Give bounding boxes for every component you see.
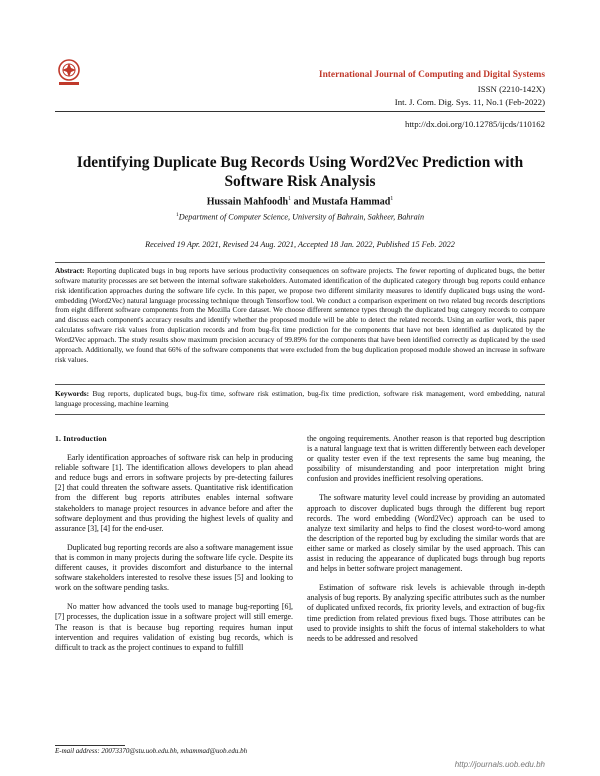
affiliation-text: Department of Computer Science, University of Bahrain, Sakheer, Bahrain [178,212,425,222]
paragraph: Estimation of software risk levels is achievable through in-depth analysis of bug reports. By analyzing specific attributes such as the number of duplicated unfixed records, fix priority levels, and extraction of bug-fix time prediction from related previous fixed bugs. Those attributes can be used to provide insights to shift the focus of internal stakeholders to what needs to be addressed and resolved [307,583,545,643]
section-heading: 1. Introduction [55,434,107,443]
author-1: Hussain Mahfoodh [206,196,289,208]
paragraph: Early identification approaches of software risk can help in producing reliable software [1]. The identification allows developers to plan ahead and reduce bugs and errors in software projects by pre-detecting failures [2] that could threaten the software assets. Quantitative risk identification from the different bug reports attributes enables internal software stakeholders to manage project resources in advance before and after the software deployment and thus providing the highest levels of quality and assurance [3], [4] for the end-user. [55,453,293,533]
journal-logo-icon [56,58,82,88]
left-column [55,434,293,662]
abstract-bottom-divider [55,384,545,385]
publication-dates: Received 19 Apr. 2021, Revised 24 Aug. 2021, Accepted 18 Jan. 2022, Published 15 Feb. 2022 [145,240,455,249]
footnote-divider [55,745,125,746]
right-column [307,434,545,653]
keywords [55,389,545,409]
abstract-label: Abstract: [55,266,85,275]
paragraph: Duplicated bug reporting records are also a software management issue that is common in many projects during the software life cycle. Despite its different causes, it provides discomfort and disturbance to the internal software stakeholders interested to resolve these issues [5] and looking to work on the software pending tasks. [55,542,293,593]
header-divider [55,111,545,112]
author-2: Mustafa Hammad [312,196,391,208]
paragraph: the ongoing requirements. Another reason is that reported bug description is a natural language text that is written differently between each developer or quality tester even if the text represents the same bug meaning, the possibility of misunderstanding and poor interpretation might bring confusion and provides inefficient resolving operations. [307,434,545,484]
paragraph: The software maturity level could increase by providing an automated approach to discover duplicated bugs through the different bug report records. The word embedding (Word2Vec) approach can be used to analyze text similarity and helps to find the closest word-to-word among the description of the reported bug by excluding the similar words that are either same or marked as closely similar by the used approach. This can assist in reducing the appearance of duplicated bugs through bug reports and helps in better software project management. [307,493,545,574]
paragraph: No matter how advanced the tools used to manage bug-reporting [6], [7] processes, the duplication issue in a software project will still emerge. The reason is that is because bug reporting requires human input intervention and requires validation of existing bug records, which is difficult to track as the project continues to expand to fulfill [55,602,293,652]
doi-link[interactable]: http://dx.doi.org/10.12785/ijcds/110162 [404,119,545,129]
keywords-text: Bug reports, duplicated bugs, bug-fix time, software risk estimation, bug-fix time prediction, software risk management, word embedding, natural language processing, machine learning [55,389,546,408]
author-conjunction: and [293,196,310,208]
email-addresses[interactable]: E-mail address: 20073370@stu.uob.edu.bh, mhammad@uob.edu.bh [55,747,248,755]
paper-title: Identifying Duplicate Bug Records Using Word2Vec Prediction with Software Risk Analysis [76,154,524,190]
author-1-affiliation-mark: 1 [288,196,292,202]
journal-name: International Journal of Computing and Digital Systems [318,70,545,80]
keywords-bottom-divider [55,414,545,415]
affiliation [50,212,550,222]
citation: Int. J. Com. Dig. Sys. 11, No.1 (Feb-2022) [394,97,545,107]
abstract-top-divider [55,262,545,263]
journal-url[interactable]: http://journals.uob.edu.bh [454,760,545,769]
issn: ISSN (2210-142X) [477,84,545,94]
authors [50,196,550,207]
abstract [55,266,545,364]
keywords-label: Keywords: [55,389,90,398]
author-2-affiliation-mark: 1 [390,196,394,202]
abstract-text: Reporting duplicated bugs in bug reports have serious productivity consequences on software projects. The fewer reporting of duplicated bugs, the better software maturity processes are set between the internal software stakeholders. Automated identification of the duplicated category through bug reports could enhance risk identification approaches during the software life cycle. In this paper, we propose two different similarity measures to identify duplicated bugs using the word-embedding (Word2Vec) natural language processing technique through Tensorflow tool. We conduct a comparison experiment on two related bug records descriptions from eight different software components from the Mozilla Core dataset. We choose different sentence types through the duplicated bug category records to compare and discuss each component's accuracy results and identify whether the proposed module will be able to detect the related records. Using an earlier work, this paper calculates software risk values from duplication records and from bug-fix time prediction for the components that have not been identified as duplicated by the Word2Vec approach. The study results show maximum precision accuracy of 99.89% for the components that have been identified correctly as duplicated by the used approach. Additionally, we found that 66% of the software components that were excluded from the bug duplication proposed module showed an increase in software risk values. [55,266,545,364]
affiliation-mark: 1 [175,212,179,218]
